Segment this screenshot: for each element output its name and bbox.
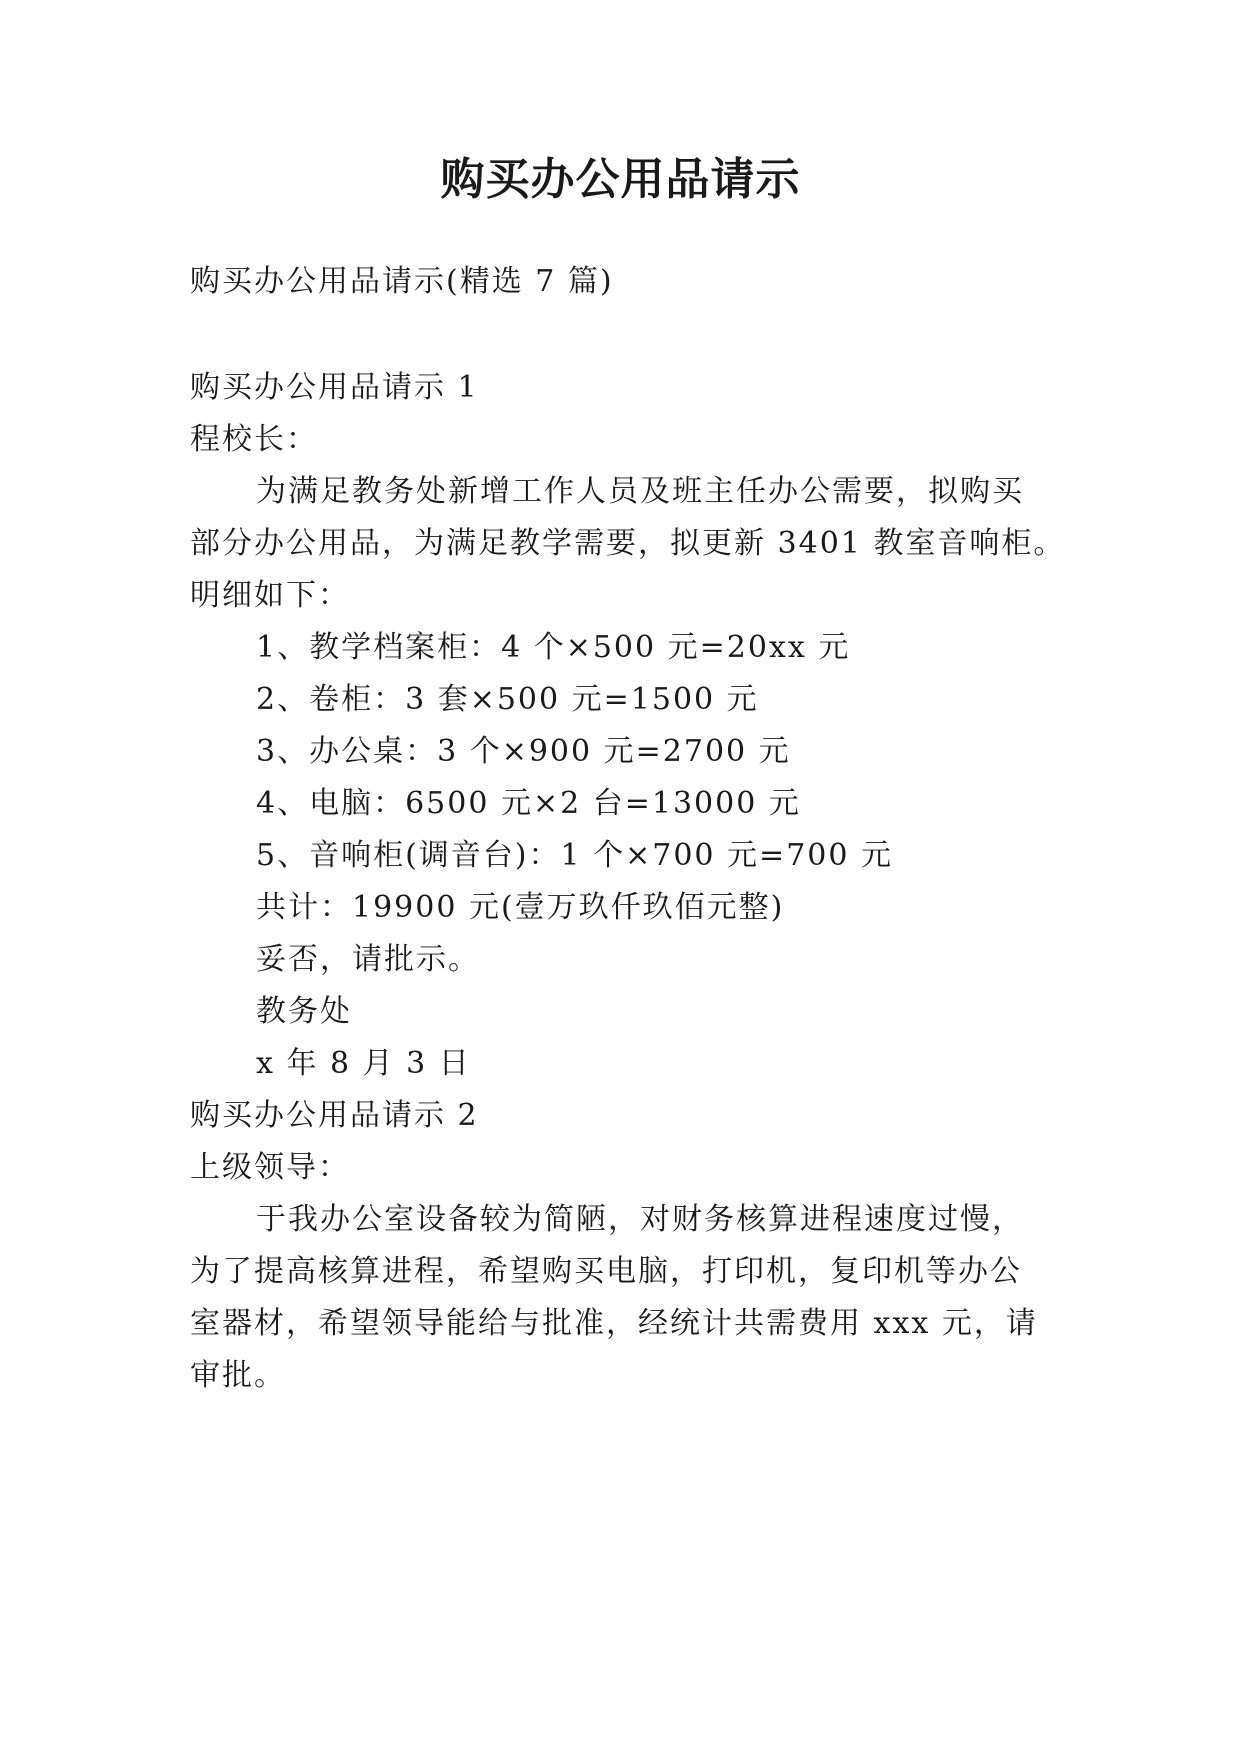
section-heading: 购买办公用品请示 1 xyxy=(190,370,479,405)
body-paragraph-line: 部分办公用品，为满足教学需要，拟更新 3401 教室音响柜。 xyxy=(190,526,1066,561)
salutation: 程校长： xyxy=(190,422,318,457)
body-paragraph-line: 审批。 xyxy=(190,1358,286,1393)
body-paragraph-line: 为满足教务处新增工作人员及班主任办公需要，拟购买 xyxy=(256,474,1024,509)
list-item: 4、电脑：6500 元×2 台=13000 元 xyxy=(256,786,801,821)
list-item: 2、卷柜：3 套×500 元=1500 元 xyxy=(256,682,759,717)
document-subtitle: 购买办公用品请示(精选 7 篇) xyxy=(190,264,614,299)
section-heading: 购买办公用品请示 2 xyxy=(190,1098,479,1133)
signature: 教务处 xyxy=(256,994,352,1029)
list-item: 1、教学档案柜：4 个×500 元=20xx 元 xyxy=(256,630,851,665)
list-item: 3、办公桌：3 个×900 元=2700 元 xyxy=(256,734,791,769)
body-paragraph-line: 为了提高核算进程，希望购买电脑，打印机，复印机等办公 xyxy=(190,1254,1022,1289)
salutation: 上级领导： xyxy=(190,1150,350,1185)
document-title: 购买办公用品请示 xyxy=(440,154,801,205)
date: x 年 8 月 3 日 xyxy=(256,1046,471,1081)
body-paragraph-line: 室器材，希望领导能给与批准，经统计共需费用 xxx 元，请 xyxy=(190,1306,1038,1341)
closing-line: 妥否，请批示。 xyxy=(256,942,480,977)
body-paragraph-line: 明细如下： xyxy=(190,578,350,613)
body-paragraph-line: 于我办公室设备较为简陋，对财务核算进程速度过慢， xyxy=(256,1202,1024,1237)
list-item: 5、音响柜(调音台)：1 个×700 元=700 元 xyxy=(256,838,893,873)
total-line: 共计：19900 元(壹万玖仟玖佰元整) xyxy=(256,890,785,925)
